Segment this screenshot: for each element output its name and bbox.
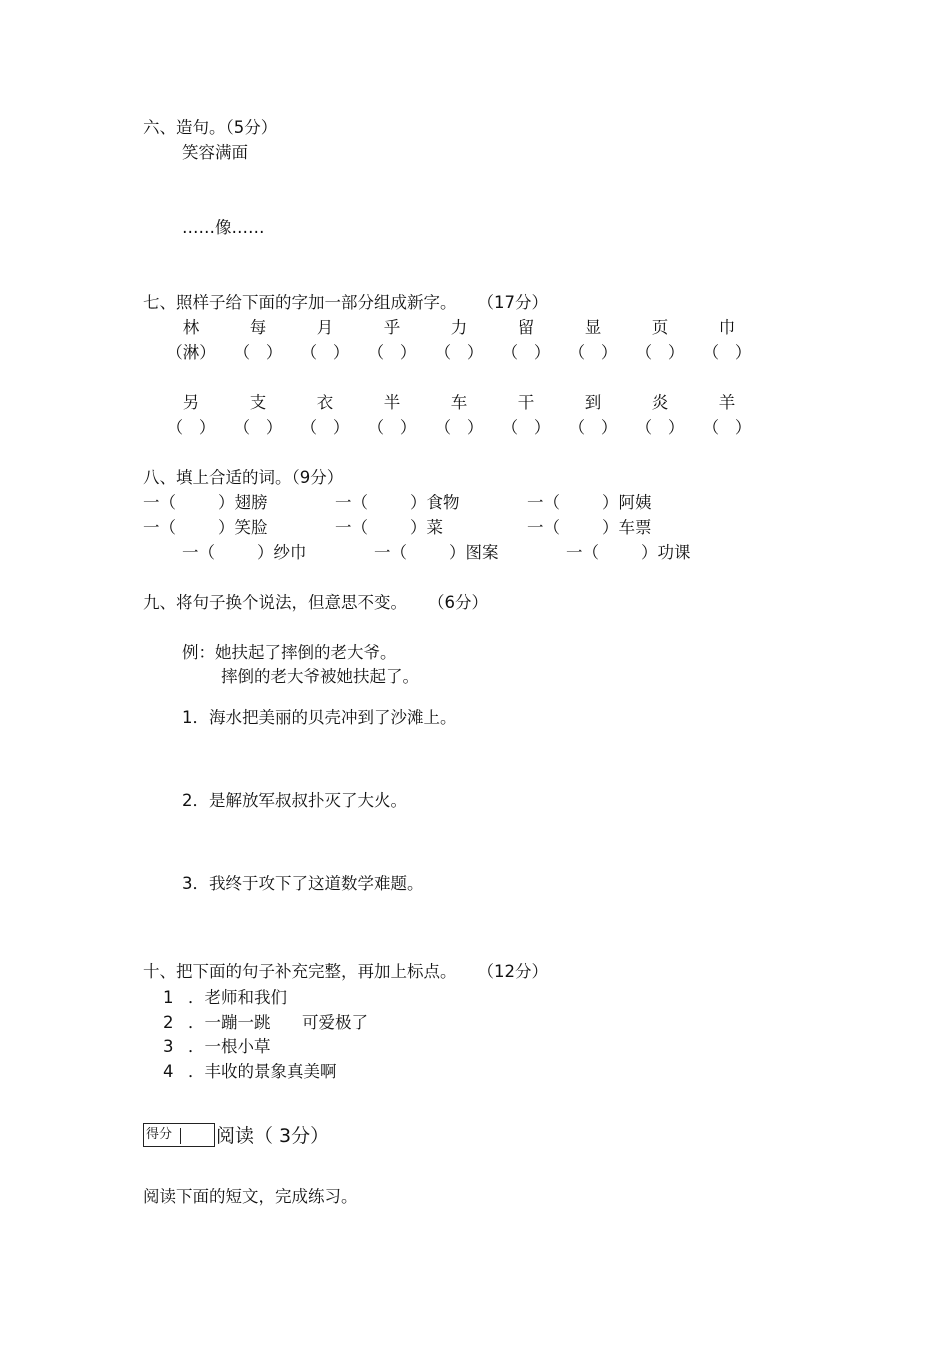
complete-item: ．老师和我们 [188, 988, 287, 1007]
fill-word-item[interactable]: 一（ ）功课 [566, 543, 691, 562]
answer-blank[interactable]: （ ） [300, 418, 350, 437]
base-char: 巾 [718, 318, 736, 337]
base-char: 衣 [316, 393, 334, 412]
answer-blank[interactable]: （ ） [635, 418, 685, 437]
answer-blank[interactable]: （淋） [166, 343, 216, 362]
base-char: 另 [182, 393, 200, 412]
fill-word-item[interactable]: 一（ ）图案 [374, 543, 499, 562]
base-char: 车 [450, 393, 468, 412]
base-char: 干 [517, 393, 535, 412]
base-char: 到 [584, 393, 602, 412]
base-char: 乎 [383, 318, 401, 337]
item-number: 4 [163, 1062, 174, 1081]
answer-blank[interactable]: （ ） [434, 418, 484, 437]
score-divider [180, 1128, 181, 1144]
base-char: 半 [383, 393, 401, 412]
answer-blank[interactable]: （ ） [434, 343, 484, 362]
complete-item: ．一根小草 [188, 1037, 271, 1056]
answer-blank[interactable]: （ ） [233, 343, 283, 362]
section-6-item-1: 笑容满面 [182, 143, 248, 162]
base-char: 支 [249, 393, 267, 412]
base-char: 林 [182, 318, 200, 337]
answer-blank[interactable]: （ ） [702, 418, 752, 437]
rewrite-item: 2．是解放军叔叔扑灭了大火。 [182, 791, 407, 810]
reading-instruction: 阅读下面的短文，完成练习。 [143, 1187, 358, 1206]
answer-blank[interactable]: （ ） [635, 343, 685, 362]
complete-item: ．一蹦一跳 可爱极了 [188, 1013, 368, 1032]
base-char: 羊 [718, 393, 736, 412]
answer-blank[interactable]: （ ） [568, 343, 618, 362]
fill-word-item[interactable]: 一（ ）笑脸 [143, 518, 268, 537]
fill-word-item[interactable]: 一（ ）菜 [335, 518, 443, 537]
answer-blank[interactable]: （ ） [367, 343, 417, 362]
score-box [143, 1123, 215, 1147]
answer-blank[interactable]: （ ） [233, 418, 283, 437]
answer-blank[interactable]: （ ） [568, 418, 618, 437]
base-char: 页 [651, 318, 669, 337]
base-char: 每 [249, 318, 267, 337]
base-char: 炎 [651, 393, 669, 412]
item-number: 1 [163, 988, 174, 1007]
answer-blank[interactable]: （ ） [702, 343, 752, 362]
fill-word-item[interactable]: 一（ ）车票 [527, 518, 652, 537]
answer-blank[interactable]: （ ） [166, 418, 216, 437]
example-sentence: 例：她扶起了摔倒的老大爷。 [182, 643, 397, 662]
complete-item: ．丰收的景象真美啊 [188, 1062, 337, 1081]
answer-blank[interactable]: （ ） [501, 418, 551, 437]
item-number: 3 [163, 1037, 174, 1056]
section-6-title: 六、造句。（5分） [143, 118, 278, 137]
fill-word-item[interactable]: 一（ ）翅膀 [143, 493, 268, 512]
answer-blank[interactable]: （ ） [300, 343, 350, 362]
item-number: 2 [163, 1013, 174, 1032]
section-8-title: 八、填上合适的词。（9分） [143, 468, 344, 487]
fill-word-item[interactable]: 一（ ）食物 [335, 493, 460, 512]
rewrite-item: 1．海水把美丽的贝壳冲到了沙滩上。 [182, 708, 457, 727]
score-label: 得分 [146, 1127, 173, 1142]
section-7-title: 七、照样子给下面的字加一部分组成新字。 （17分） [143, 293, 548, 312]
reading-title: 阅读（ 3分） [216, 1125, 330, 1147]
section-9-title: 九、将句子换个说法，但意思不变。 （6分） [143, 593, 488, 612]
fill-word-item[interactable]: 一（ ）阿姨 [527, 493, 652, 512]
base-char: 显 [584, 318, 602, 337]
base-char: 力 [450, 318, 468, 337]
section-10-title: 十、把下面的句子补充完整，再加上标点。 （12分） [143, 962, 548, 981]
answer-blank[interactable]: （ ） [501, 343, 551, 362]
answer-blank[interactable]: （ ） [367, 418, 417, 437]
section-6-item-2: ……像…… [182, 218, 265, 237]
base-char: 月 [316, 318, 334, 337]
rewrite-item: 3．我终于攻下了这道数学难题。 [182, 874, 424, 893]
example-rewrite: 摔倒的老大爷被她扶起了。 [221, 667, 419, 686]
base-char: 留 [517, 318, 535, 337]
fill-word-item[interactable]: 一（ ）纱巾 [182, 543, 307, 562]
